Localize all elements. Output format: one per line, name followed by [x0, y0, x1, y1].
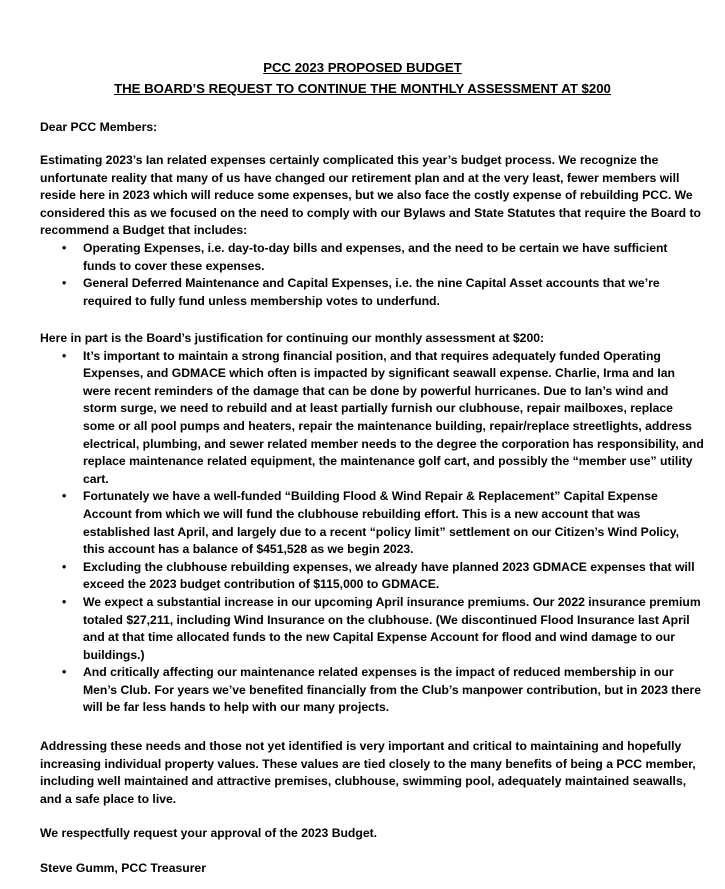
- bullet-icon: •: [62, 348, 67, 363]
- list-item: [40, 664, 704, 717]
- closing-paragraph: Addressing these needs and those not yet identified is very important and critical to maintaining and hopefully increasing individual property values. These values are tied closely to the many benefits of being a PCC member, including well maintained and attractive premises, clubhouse, swimming pool, adequately maintained seawalls, and a safe place to live.: [40, 739, 696, 806]
- bullet-icon: •: [62, 276, 67, 291]
- list-item: [40, 594, 704, 664]
- justification-bullet-list: [40, 348, 704, 717]
- list-item-text: Fortunately we have a well-funded “Building Flood & Wind Repair & Replacement” Capital Expense Account from which we will fund the clubhouse rebuilding effort. This is a new account that was established last April, and largely due to a recent “policy limit” settlement on our Citizen’s Wind Policy, this account has a balance of $451,528 as we begin 2023.: [83, 489, 680, 557]
- bullet-icon: •: [62, 665, 67, 680]
- list-item: [40, 559, 704, 594]
- intro-bullet-list: [40, 240, 704, 310]
- approval-request: We respectfully request your approval of the 2023 Budget.: [40, 826, 378, 840]
- bullet-icon: •: [62, 559, 67, 574]
- bullet-icon: •: [62, 489, 67, 504]
- document-title: PCC 2023 PROPOSED BUDGET: [263, 60, 462, 75]
- list-item-text: We expect a substantial increase in our upcoming April insurance premiums. Our 2022 insurance premium totaled $27,211, including Wind Insurance on the clubhouse. (We discontinued Flood Insurance last April and at that time allocated funds to the new Capital Expense Account for flood and wind damage to our buildings.): [83, 594, 701, 662]
- document-subtitle: THE BOARD’S REQUEST TO CONTINUE THE MONTHLY ASSESSMENT AT $200: [114, 81, 611, 96]
- list-item: [40, 275, 704, 310]
- list-item: [40, 488, 704, 558]
- list-item: [40, 240, 704, 275]
- list-item-text: Operating Expenses, i.e. day-to-day bills and expenses, and the need to be certain we have sufficient funds to cover these expenses.: [83, 240, 668, 273]
- list-item-text: Excluding the clubhouse rebuilding expenses, we already have planned 2023 GDMACE expenses that will exceed the 2023 budget contribution of $115,000 to GDMACE.: [83, 559, 695, 592]
- list-item-text: And critically affecting our maintenance related expenses is the impact of reduced membership in our Men’s Club. For years we’ve benefited financially from the Club’s manpower contribution, but in 2023 there will be far less hands to help with our many projects.: [83, 665, 702, 715]
- signature-line: Steve Gumm, PCC Treasurer: [40, 861, 206, 875]
- list-item: [40, 348, 704, 489]
- salutation: Dear PCC Members:: [40, 120, 158, 134]
- list-item-text: It’s important to maintain a strong financial position, and that requires adequately funded Operating Expenses, and GDMACE which often is impacted by significant seawall expense. Charlie, Irma and Ian were recent reminders of the damage that can be done by powerful hurricanes. Due to Ian’s wind and storm surge, we need to rebuild and at least partially furnish our clubhouse, repair mailboxes, replace some or all pool pumps and heaters, repair the maintenance building, repair/replace streetlights, address electrical, plumbing, and sewer related member needs to the degree the corporation has responsibility, and replace maintenance related equipment, the maintenance golf cart, and possibly the “member use” utility cart.: [83, 348, 704, 486]
- intro-section: [40, 152, 704, 310]
- justification-intro: Here in part is the Board’s justification for continuing our monthly assessment at $200:: [40, 331, 545, 345]
- justification-section: [40, 330, 704, 717]
- intro-paragraph: Estimating 2023’s Ian related expenses certainly complicated this year’s budget process. We recognize the unfortunate reality that many of us have changed our retirement plan and at the very least, fewer members will reside here in 2023 which will reduce some expenses, but we also face the costly expense of rebuilding PCC. We considered this as we focused on the need to comply with our Bylaws and State Statutes that require the Board to recommend a Budget that includes:: [40, 153, 701, 238]
- list-item-text: General Deferred Maintenance and Capital Expenses, i.e. the nine Capital Asset accounts that we’re required to fully fund unless membership votes to underfund.: [83, 276, 660, 308]
- bullet-icon: •: [62, 594, 67, 609]
- bullet-icon: •: [62, 240, 67, 255]
